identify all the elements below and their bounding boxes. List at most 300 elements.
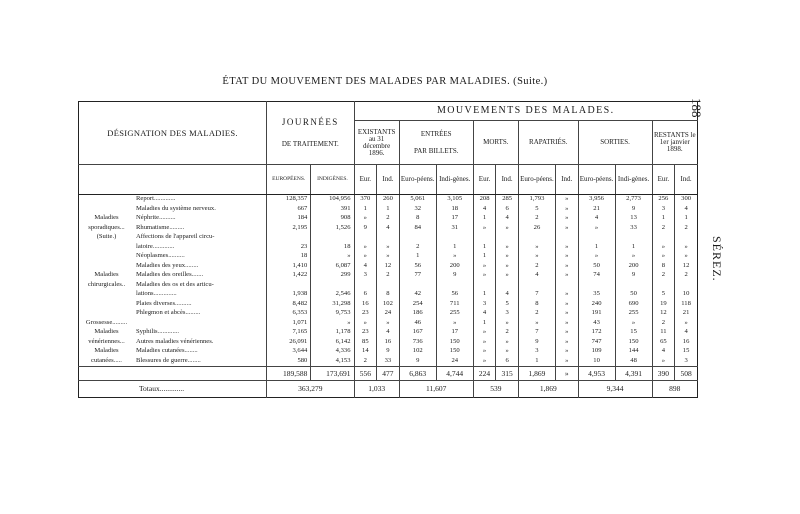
row-group-label: Maladies: [94, 271, 119, 279]
sum-value: 390: [652, 367, 675, 381]
row-value: »: [473, 271, 496, 281]
row-value: »: [496, 271, 519, 281]
row-value: 21: [675, 309, 698, 319]
sorties-europeens-header: Euro-péens.: [578, 165, 615, 195]
row-value: »: [555, 262, 578, 272]
row-value: 255: [436, 309, 473, 319]
sum-value: 4,953: [578, 367, 615, 381]
row-value: [377, 233, 400, 243]
row-value: »: [354, 243, 377, 253]
row-value: »: [555, 357, 578, 367]
table-row: [79, 271, 698, 281]
row-value: 1: [399, 252, 436, 262]
totaux-entrees: 11,607: [399, 381, 473, 398]
existants-ind-header: Ind.: [377, 165, 400, 195]
sum-value: 6,863: [399, 367, 436, 381]
row-value: 711: [436, 300, 473, 310]
row-value: 8: [399, 214, 436, 224]
row-value: 19: [652, 300, 675, 310]
row-disease-name: Néphrite..........: [136, 214, 176, 222]
row-value: »: [652, 252, 675, 262]
row-value: 254: [399, 300, 436, 310]
row-value: 9,753: [311, 309, 354, 319]
row-value: »: [578, 224, 615, 234]
row-value: [578, 281, 615, 291]
row-disease-name: Blessures de guerre........: [136, 356, 201, 364]
row-value: [436, 281, 473, 291]
sum-value: 224: [473, 367, 496, 381]
row-value: 33: [615, 224, 652, 234]
entrees-indigenes-header: Indi-gènes.: [436, 165, 473, 195]
row-value: »: [555, 252, 578, 262]
row-value: 580: [267, 357, 311, 367]
row-value: 2: [518, 309, 555, 319]
row-value: 8: [518, 300, 555, 310]
row-value: 9: [518, 338, 555, 348]
row-value: »: [555, 338, 578, 348]
table-row: [79, 205, 698, 215]
row-value: 5: [652, 290, 675, 300]
row-value: [473, 233, 496, 243]
row-value: 9: [615, 271, 652, 281]
row-value: »: [578, 252, 615, 262]
row-value: 2,773: [615, 195, 652, 205]
sum-value: »: [555, 367, 578, 381]
row-value: 6,353: [267, 309, 311, 319]
page-number: 188: [689, 98, 704, 118]
morts-header: MORTS.: [473, 121, 518, 165]
row-value: 32: [399, 205, 436, 215]
row-value: 1: [473, 319, 496, 329]
row-group-label: [79, 195, 135, 205]
row-value: [675, 233, 698, 243]
designation-header: DÉSIGNATION DES MALADIES.: [107, 127, 238, 138]
row-value: 1: [377, 205, 400, 215]
row-value: 50: [615, 290, 652, 300]
row-value: 15: [675, 347, 698, 357]
row-value: 1: [354, 205, 377, 215]
row-value: »: [555, 243, 578, 253]
row-group-label: Maladies: [94, 328, 119, 336]
row-value: 285: [496, 195, 519, 205]
entrees-europeens-header: Euro-péens.: [399, 165, 436, 195]
row-value: [496, 281, 519, 291]
morts-ind-header: Ind.: [496, 165, 519, 195]
row-value: »: [555, 205, 578, 215]
row-value: 1: [615, 243, 652, 253]
sum-value: 508: [675, 367, 698, 381]
rapatries-header: RAPATRIÉS.: [518, 121, 578, 165]
row-value: 167: [399, 328, 436, 338]
table-row: [79, 357, 698, 367]
totaux-sorties: 9,344: [578, 381, 652, 398]
row-group-label: [79, 300, 135, 310]
totaux-morts: 539: [473, 381, 518, 398]
row-value: 2,195: [267, 224, 311, 234]
row-group-label: [79, 205, 135, 215]
row-value: »: [555, 300, 578, 310]
row-value: »: [555, 224, 578, 234]
mouvements-header: MOUVEMENTS DES MALADES.: [354, 102, 697, 121]
row-value: 736: [399, 338, 436, 348]
row-value: [311, 233, 354, 243]
row-value: 24: [377, 309, 400, 319]
row-value: 1,793: [518, 195, 555, 205]
row-value: 7,165: [267, 328, 311, 338]
row-value: 6: [354, 290, 377, 300]
row-value: 1,178: [311, 328, 354, 338]
row-value: 13: [615, 214, 652, 224]
row-value: 908: [311, 214, 354, 224]
row-group-label: Grossesse.........: [85, 318, 128, 326]
row-value: »: [436, 252, 473, 262]
sum-value: 1,869: [518, 367, 555, 381]
row-value: 4: [473, 309, 496, 319]
row-value: »: [377, 252, 400, 262]
row-value: 7: [518, 290, 555, 300]
row-disease-name: Plaies diverses..........: [136, 299, 192, 307]
designation-subheader: [79, 165, 267, 195]
row-value: 1: [473, 252, 496, 262]
row-value: 16: [377, 338, 400, 348]
row-value: 56: [436, 290, 473, 300]
row-disease-name: Report.............: [136, 195, 176, 203]
row-value: 17: [436, 328, 473, 338]
row-value: [473, 281, 496, 291]
row-value: 26: [518, 224, 555, 234]
sum-value: 556: [354, 367, 377, 381]
journees-title: JOURNÉES: [281, 117, 339, 127]
row-value: 12: [652, 309, 675, 319]
row-value: 4: [377, 224, 400, 234]
row-value: 6,087: [311, 262, 354, 272]
row-value: »: [377, 243, 400, 253]
row-value: 42: [399, 290, 436, 300]
row-value: [615, 233, 652, 243]
row-value: 2: [496, 328, 519, 338]
row-value: 299: [311, 271, 354, 281]
table-row: [79, 262, 698, 272]
row-value: 1: [473, 243, 496, 253]
row-value: 2: [652, 319, 675, 329]
row-value: 4: [354, 262, 377, 272]
row-value: 46: [399, 319, 436, 329]
row-value: 2: [652, 271, 675, 281]
row-value: 150: [615, 338, 652, 348]
row-value: 33: [377, 357, 400, 367]
sum-value: 4,744: [436, 367, 473, 381]
row-value: »: [555, 290, 578, 300]
row-value: 8,482: [267, 300, 311, 310]
row-value: 3: [652, 205, 675, 215]
row-value: 2: [377, 271, 400, 281]
row-disease-name: Néoplasmes..........: [136, 252, 185, 260]
row-value: 77: [399, 271, 436, 281]
row-value: »: [675, 319, 698, 329]
row-value: 6: [496, 205, 519, 215]
table-row: [79, 347, 698, 357]
row-value: »: [496, 243, 519, 253]
table-row: [79, 233, 698, 243]
row-value: 24: [436, 357, 473, 367]
row-value: 3: [473, 300, 496, 310]
totaux-label: Totaux.............: [79, 381, 267, 398]
row-value: 16: [675, 338, 698, 348]
row-value: [399, 281, 436, 291]
row-value: 4: [496, 290, 519, 300]
row-value: 186: [399, 309, 436, 319]
row-disease-name: Phlegmon et abcès.........: [136, 309, 201, 317]
row-group-label: Maladies: [94, 214, 119, 222]
row-group-label: (Suite.): [96, 233, 117, 241]
row-value: »: [518, 243, 555, 253]
row-value: [518, 281, 555, 291]
row-value: 9: [436, 271, 473, 281]
row-value: 4: [675, 328, 698, 338]
row-disease-name: Autres maladies vénériennes.: [136, 337, 214, 345]
row-value: 8: [377, 290, 400, 300]
row-group-label: sporadiques...: [88, 223, 125, 231]
restants-header: RESTANTS le 1er janvier 1898.: [652, 121, 697, 165]
table-row: [79, 290, 698, 300]
row-disease-name: Maladies cutanées........: [136, 347, 198, 355]
de-traitement-label: DE TRAITEMENT.: [281, 140, 339, 148]
row-value: 15: [615, 328, 652, 338]
row-value: »: [473, 347, 496, 357]
row-value: »: [377, 319, 400, 329]
row-value: 191: [578, 309, 615, 319]
row-value: [615, 281, 652, 291]
row-value: 18: [311, 243, 354, 253]
row-value: 5,061: [399, 195, 436, 205]
row-value: 208: [473, 195, 496, 205]
row-disease-name: Maladies du système nerveux.: [136, 204, 216, 212]
row-value: 104,956: [311, 195, 354, 205]
row-value: 12: [377, 262, 400, 272]
row-value: 10: [675, 290, 698, 300]
sum-row: [79, 367, 698, 381]
totaux-restants: 898: [652, 381, 697, 398]
existants-header: EXISTANTS au 31 décembre 1896.: [354, 121, 399, 165]
row-value: 43: [578, 319, 615, 329]
row-value: [399, 233, 436, 243]
totaux-row: [79, 381, 698, 398]
row-value: [311, 281, 354, 291]
row-value: 1: [473, 290, 496, 300]
row-value: »: [652, 243, 675, 253]
row-value: 1: [436, 243, 473, 253]
row-value: 300: [675, 195, 698, 205]
journees-europeens-header: EUROPÉENS.: [267, 165, 311, 195]
row-value: 4: [652, 347, 675, 357]
row-value: 240: [578, 300, 615, 310]
row-value: [377, 281, 400, 291]
row-value: 667: [267, 205, 311, 215]
row-value: »: [555, 309, 578, 319]
sorties-header: SORTIES.: [578, 121, 652, 165]
row-value: »: [555, 195, 578, 205]
row-value: [555, 233, 578, 243]
row-value: 2: [675, 224, 698, 234]
row-value: 370: [354, 195, 377, 205]
row-group-label: [79, 252, 135, 262]
row-value: »: [518, 319, 555, 329]
row-value: 4: [578, 214, 615, 224]
row-value: 1,526: [311, 224, 354, 234]
row-value: 256: [652, 195, 675, 205]
row-disease-name: [134, 319, 267, 329]
row-value: 1: [675, 214, 698, 224]
row-disease-name: Affections de l'appareil circu-: [136, 233, 215, 241]
table-row: [79, 243, 698, 253]
row-value: 35: [578, 290, 615, 300]
row-value: [354, 233, 377, 243]
row-value: 23: [267, 243, 311, 253]
table-body: [79, 195, 698, 398]
sum-value: 315: [496, 367, 519, 381]
row-value: 26,091: [267, 338, 311, 348]
row-value: 56: [399, 262, 436, 272]
row-value: »: [496, 262, 519, 272]
row-value: 1: [652, 214, 675, 224]
totaux-journees: 363,279: [267, 381, 354, 398]
page-title: ÉTAT DU MOUVEMENT DES MALADES PAR MALADIES. (Suite.): [222, 76, 548, 87]
row-value: 150: [436, 338, 473, 348]
totaux-rapatries: 1,869: [518, 381, 578, 398]
row-value: 5: [518, 205, 555, 215]
table-row: [79, 300, 698, 310]
row-value: 184: [267, 214, 311, 224]
row-value: 1: [518, 357, 555, 367]
row-value: 84: [399, 224, 436, 234]
row-value: 4: [473, 205, 496, 215]
row-value: 12: [675, 262, 698, 272]
existants-eur-header: Eur.: [354, 165, 377, 195]
row-value: »: [311, 252, 354, 262]
row-value: 50: [578, 262, 615, 272]
row-disease-name: latoire.............: [136, 242, 175, 250]
row-value: [267, 233, 311, 243]
journees-header: [267, 102, 354, 165]
row-value: [436, 233, 473, 243]
journees-indigenes-header: INDIGÈNES.: [311, 165, 354, 195]
row-value: »: [615, 319, 652, 329]
row-value: 255: [615, 309, 652, 319]
row-value: 2,546: [311, 290, 354, 300]
row-value: 2: [377, 214, 400, 224]
row-value: »: [675, 252, 698, 262]
row-value: 48: [615, 357, 652, 367]
row-value: 109: [578, 347, 615, 357]
table-row: [79, 214, 698, 224]
row-value: 4,153: [311, 357, 354, 367]
row-value: »: [311, 319, 354, 329]
row-disease-name: Rhumatisme.........: [136, 223, 185, 231]
row-value: 2: [354, 357, 377, 367]
row-group-label: [79, 309, 135, 319]
row-value: 16: [354, 300, 377, 310]
row-value: [578, 233, 615, 243]
row-disease-name: Maladies des oreilles.......: [136, 271, 204, 279]
row-value: »: [496, 252, 519, 262]
row-value: »: [496, 347, 519, 357]
row-value: 200: [436, 262, 473, 272]
row-value: »: [615, 252, 652, 262]
row-value: 4: [496, 214, 519, 224]
row-value: 65: [652, 338, 675, 348]
table-row: [79, 309, 698, 319]
row-value: 21: [578, 205, 615, 215]
row-value: »: [652, 357, 675, 367]
row-value: [652, 233, 675, 243]
row-value: 1,410: [267, 262, 311, 272]
par-billets-label: PAR BILLETS.: [413, 146, 459, 155]
entrees-title: ENTRÉES: [420, 129, 452, 138]
row-value: 3,105: [436, 195, 473, 205]
row-value: 6: [496, 357, 519, 367]
row-value: 1,938: [267, 290, 311, 300]
row-value: 1: [473, 214, 496, 224]
sum-label: [79, 367, 267, 381]
row-value: 14: [354, 347, 377, 357]
row-value: 1: [578, 243, 615, 253]
row-group-label: Maladies: [94, 347, 119, 355]
row-value: 8: [652, 262, 675, 272]
row-value: »: [354, 319, 377, 329]
row-value: [555, 281, 578, 291]
row-value: 128,357: [267, 195, 311, 205]
row-value: 9: [354, 224, 377, 234]
row-value: »: [496, 224, 519, 234]
row-value: 7: [518, 328, 555, 338]
row-value: »: [555, 319, 578, 329]
rapatries-europeens-header: Euro-péens.: [518, 165, 555, 195]
row-value: »: [473, 357, 496, 367]
row-group-label: [79, 262, 135, 272]
row-value: »: [555, 347, 578, 357]
row-value: 150: [436, 347, 473, 357]
row-value: »: [473, 224, 496, 234]
table-row: [79, 252, 698, 262]
row-value: 2: [675, 271, 698, 281]
row-value: [518, 233, 555, 243]
row-group-label: cutanées.....: [91, 356, 122, 364]
row-value: 10: [578, 357, 615, 367]
rapatries-ind-header: Ind.: [555, 165, 578, 195]
row-value: 4,336: [311, 347, 354, 357]
row-value: 17: [436, 214, 473, 224]
row-value: »: [473, 338, 496, 348]
row-value: 31: [436, 224, 473, 234]
row-value: »: [496, 319, 519, 329]
sum-value: 189,588: [267, 367, 311, 381]
row-value: [354, 281, 377, 291]
table-row: [79, 281, 698, 291]
sum-value: 173,691: [311, 367, 354, 381]
row-value: 9: [615, 205, 652, 215]
row-value: [652, 281, 675, 291]
row-value: 747: [578, 338, 615, 348]
row-disease-name: Syphilis.............: [136, 328, 180, 336]
row-value: 2: [652, 224, 675, 234]
morts-eur-header: Eur.: [473, 165, 496, 195]
row-value: »: [354, 214, 377, 224]
table-row: [79, 224, 698, 234]
row-value: »: [518, 252, 555, 262]
row-value: 6,142: [311, 338, 354, 348]
row-value: »: [555, 328, 578, 338]
row-value: 2: [399, 243, 436, 253]
